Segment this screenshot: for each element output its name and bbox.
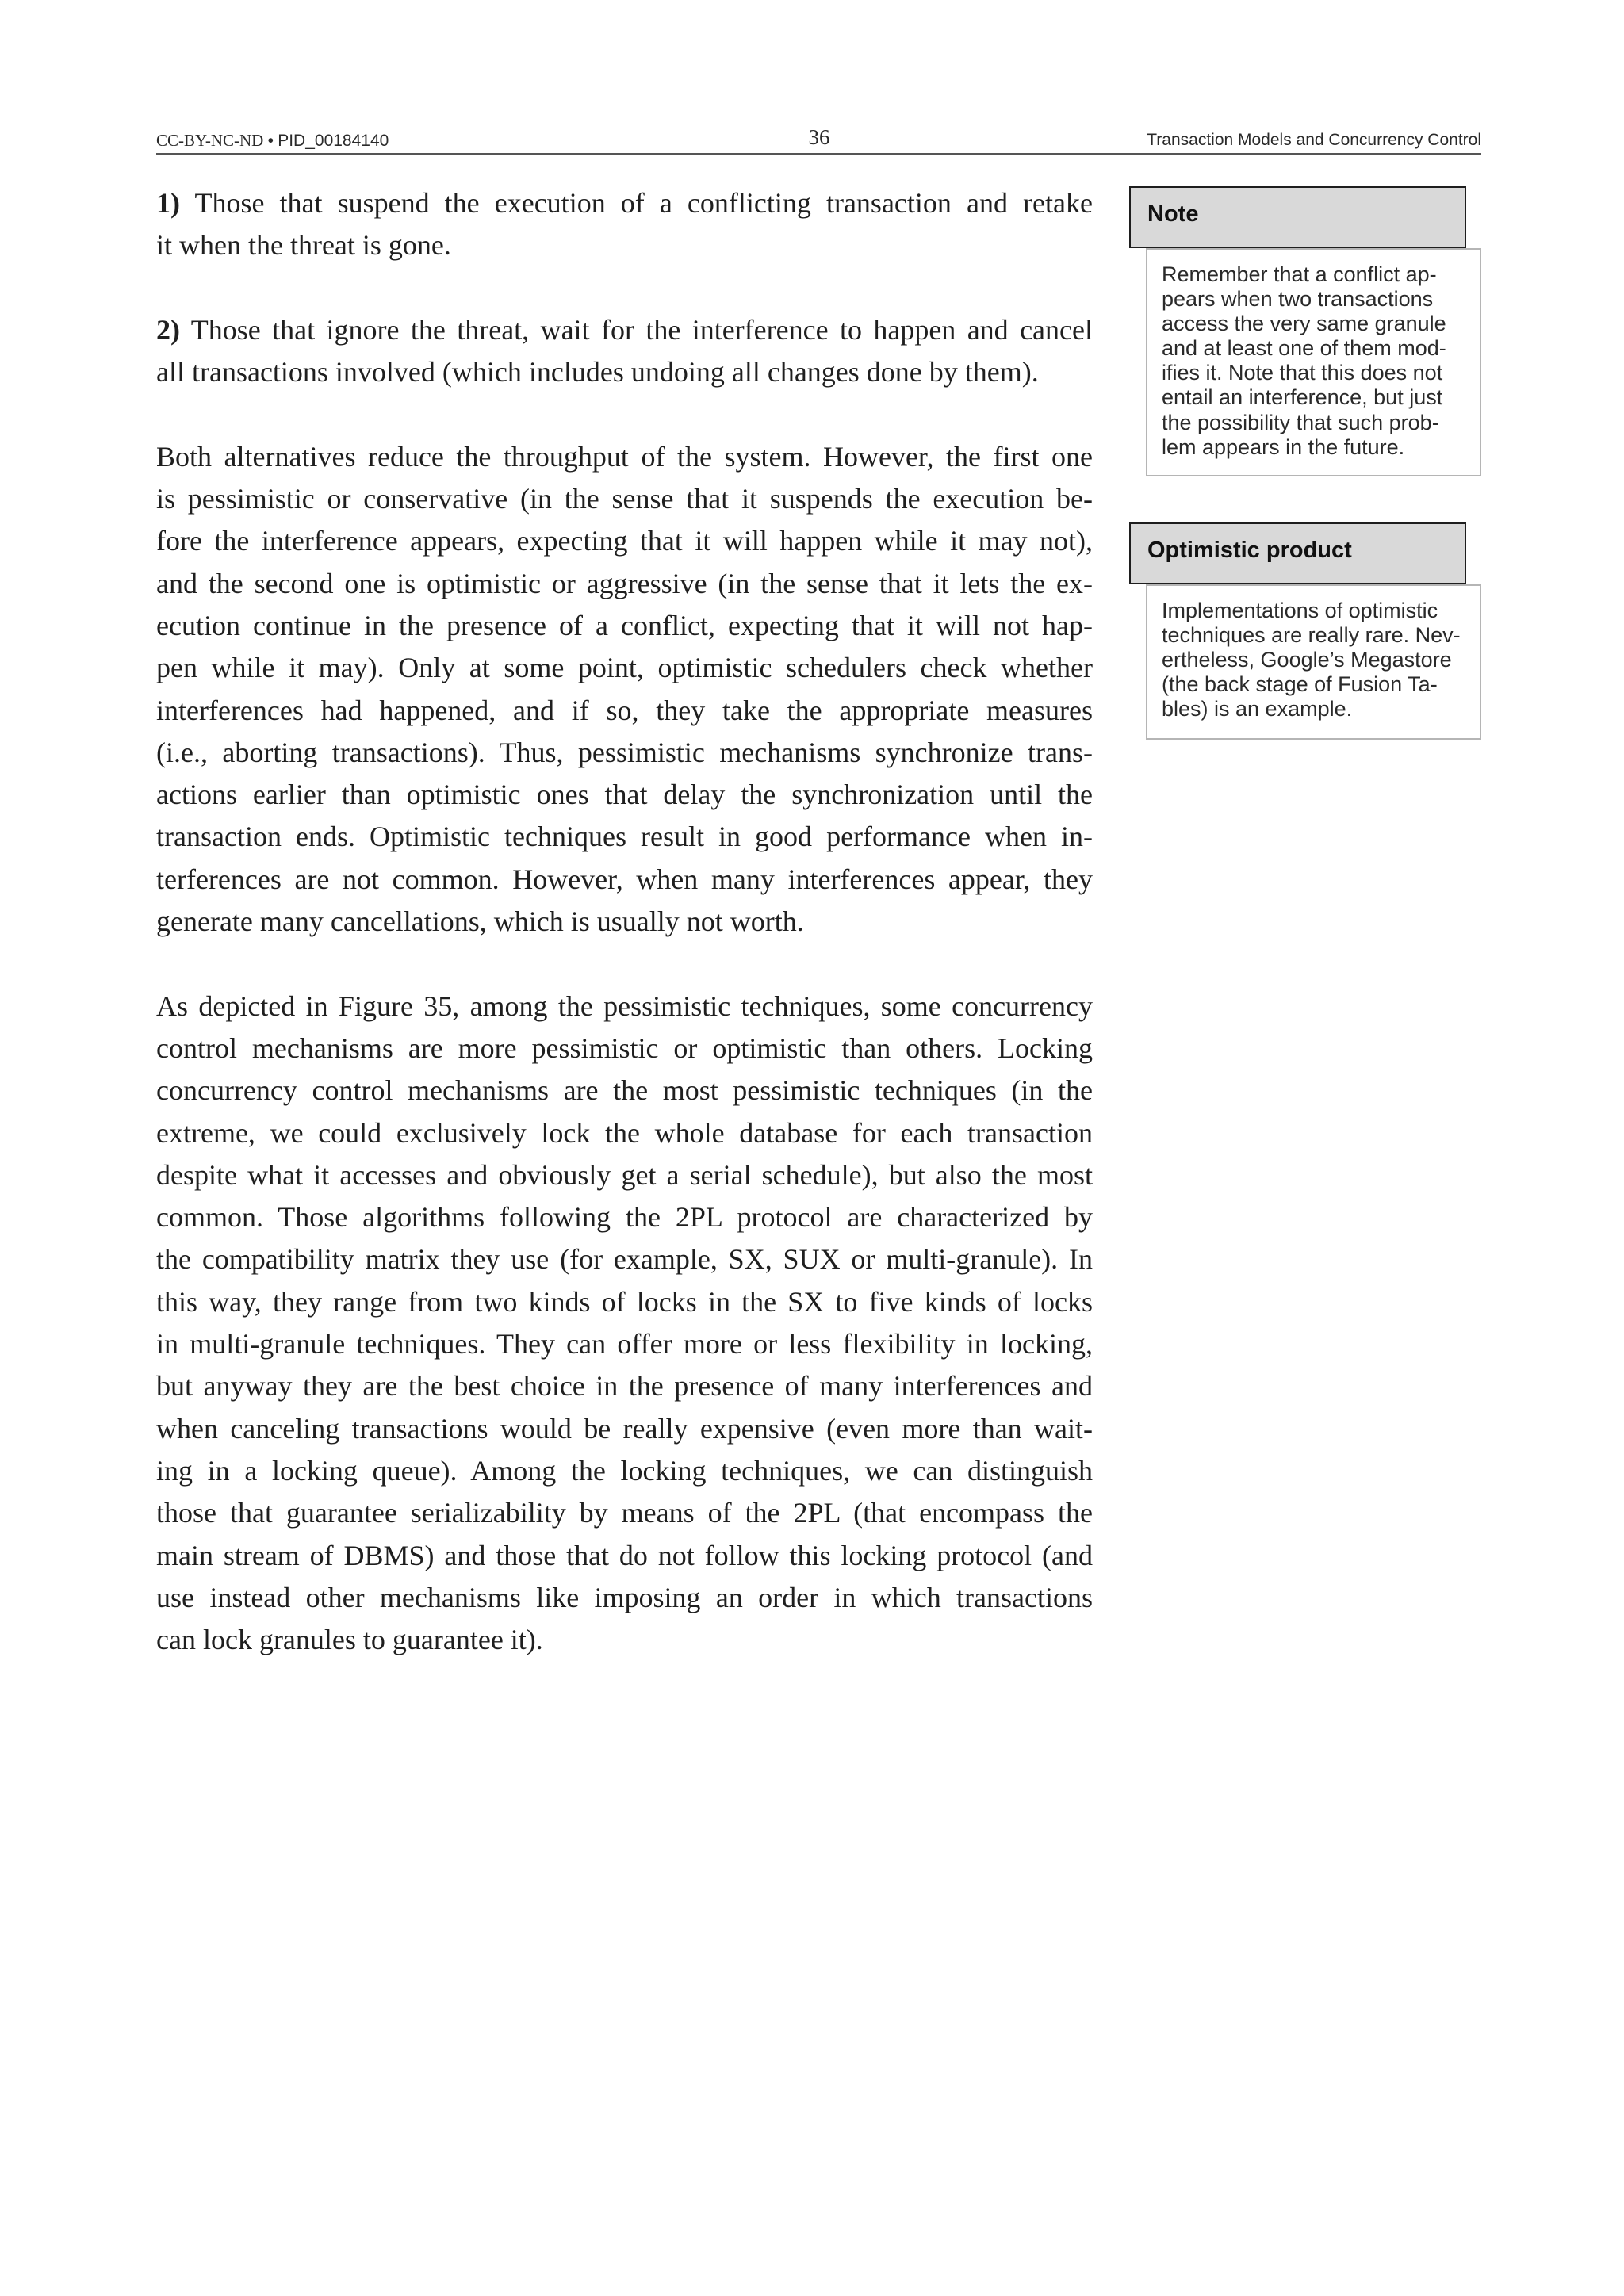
separator-bullet: • [267,132,274,150]
note-text-line: access the very same granule [1162,312,1446,336]
note-text-line: ifies it. Note that this does not [1162,361,1443,385]
text-line: the compatibility matrix they use (for example, SX, SUX or multi-granule). In [156,1243,1093,1276]
optimistic-product-text-line: Implementations of optimistic [1162,599,1438,622]
text-line: fore the interference appears, expecting that it will happen while it may not), [156,525,1093,557]
text-line: this way, they range from two kinds of locks in the SX to five kinds of locks [156,1285,1093,1318]
paragraph-option-2 [156,309,1093,394]
text-line: it when the threat is gone. [156,229,451,262]
text-line: actions earlier than optimistic ones that delay the synchronization until the [156,779,1093,811]
paragraph-option-1 [156,182,1093,267]
text-line: pen while it may). Only at some point, optimistic schedulers check whether [156,652,1093,684]
text-line: and the second one is optimistic or aggressive (in the sense that it lets the ex- [156,567,1093,599]
text-line: interferences had happened, and if so, they take the appropriate measures [156,694,1093,726]
text-line: As depicted in Figure 35, among the pessimistic techniques, some concurrency [156,989,1093,1022]
main-text-column [156,182,1093,1704]
line-text: Those that ignore the threat, wait for the interference to happen and cancel [190,313,1093,346]
text-line: use instead other mechanisms like imposing an order in which transactions [156,1581,1093,1613]
page-number: 36 [808,125,830,149]
header-rule [156,153,1481,155]
line-text: Those that suspend the execution of a conflicting transaction and retake [194,187,1093,219]
text-line: control mechanisms are more pessimistic or optimistic than others. Locking [156,1031,1093,1064]
text-line: Both alternatives reduce the throughput of the system. However, the first one [156,440,1093,473]
note-text-line: lem appears in the future. [1162,434,1405,459]
text-line: can lock granules to guarantee it). [156,1624,543,1656]
text-line: all transactions involved (which includes undoing all changes done by them). [156,356,1039,388]
text-line: is pessimistic or conservative (in the sense that it suspends the execution be- [156,483,1093,515]
note-box-body [1146,248,1481,476]
document-id: PID_00184140 [278,132,389,150]
text-line: generate many cancellations, which is usually not worth. [156,905,804,938]
text-line: but anyway they are the best choice in the presence of many interferences and [156,1370,1093,1402]
list-marker: 2) [156,313,180,346]
optimistic-product-box-header [1129,522,1466,584]
note-text-line: pears when two transactions [1162,287,1434,312]
text-line: concurrency control mechanisms are the most pessimistic techniques (in the [156,1074,1093,1107]
text-line: ecution continue in the presence of a conflict, expecting that it will not hap- [156,609,1093,641]
text-line [156,182,1093,224]
text-line: common. Those algorithms following the 2PL protocol are characterized by [156,1201,1093,1234]
paragraph-alternatives [156,436,1093,943]
note-text-line: Remember that a conflict ap- [1162,262,1437,286]
paragraph-pessimistic-techniques [156,985,1093,1662]
optimistic-product-text-line: techniques are really rare. Nev- [1162,623,1461,648]
text-line: main stream of DBMS) and those that do not follow this locking protocol (and [156,1539,1093,1571]
optimistic-product-box-body [1146,584,1481,740]
text-line: extreme, we could exclusively lock the whole database for each transaction [156,1116,1093,1149]
running-title: Transaction Models and Concurrency Control [1147,131,1481,149]
text-line: (i.e., aborting transactions). Thus, pessimistic mechanisms synchronize trans- [156,736,1093,768]
note-box-header [1129,186,1466,248]
text-line: terferences are not common. However, when many interferences appear, they [156,863,1093,895]
note-text-line: entail an interference, but just [1162,385,1443,410]
license-label: CC-BY-NC-ND [156,131,264,150]
text-line: despite what it accesses and obviously get a serial schedule), but also the most [156,1158,1093,1191]
text-line: in multi-granule techniques. They can offer more or less flexibility in locking, [156,1328,1093,1360]
text-line [156,309,1093,351]
text-line: ing in a locking queue). Among the locking techniques, we can distinguish [156,1454,1093,1487]
text-line: when canceling transactions would be really expensive (even more than wait- [156,1412,1093,1445]
list-marker: 1) [156,187,180,219]
optimistic-product-text-line: (the back stage of Fusion Ta- [1162,672,1438,697]
license-and-document-id [156,130,389,151]
optimistic-product-text-line: bles) is an example. [1162,697,1353,721]
text-line: those that guarantee serializability by means of the 2PL (that encompass the [156,1497,1093,1529]
note-box-title: Note [1147,201,1199,227]
optimistic-product-box-title: Optimistic product [1147,538,1352,563]
text-line: transaction ends. Optimistic techniques result in good performance when in- [156,821,1093,853]
note-text-line: the possibility that such prob- [1162,410,1439,434]
optimistic-product-text-line: ertheless, Google’s Megastore [1162,648,1452,672]
note-text-line: and at least one of them mod- [1162,336,1446,361]
